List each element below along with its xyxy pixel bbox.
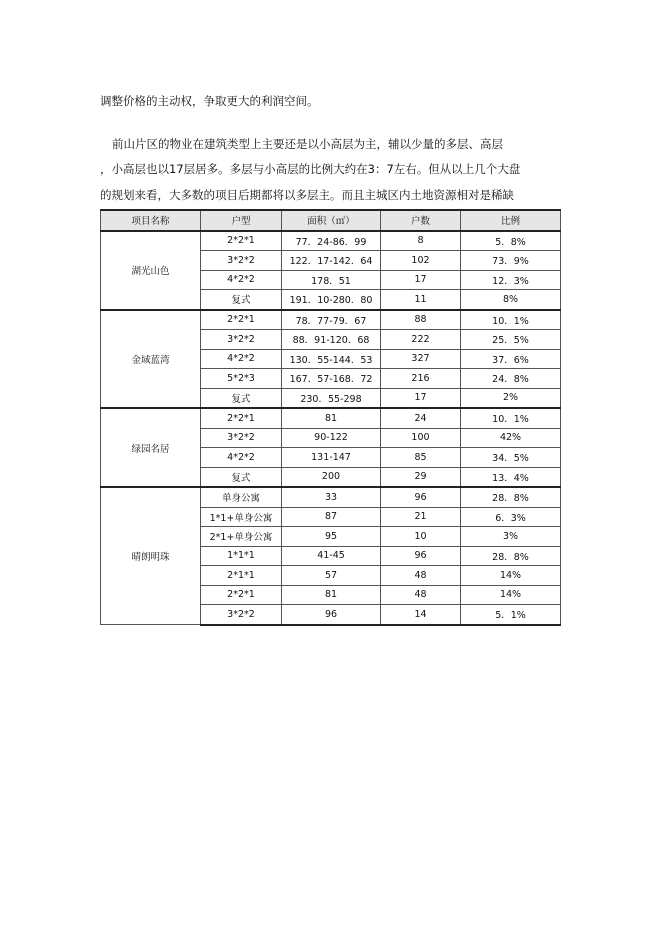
area-cell: 77．24-86．99	[282, 231, 381, 251]
unit-type-cell: 4*2*2	[201, 270, 282, 290]
unit-count-cell: 102	[381, 251, 461, 271]
unit-count-cell: 85	[381, 448, 461, 468]
area-cell: 178．51	[282, 270, 381, 290]
ratio-cell: 73．9%	[461, 251, 561, 271]
unit-count-cell: 10	[381, 527, 461, 547]
header-unit-type: 户型	[201, 210, 282, 231]
header-unit-count: 户数	[381, 210, 461, 231]
ratio-cell: 42%	[461, 428, 561, 448]
unit-type-cell: 1*1+单身公寓	[201, 507, 282, 527]
ratio-cell: 14%	[461, 566, 561, 586]
area-cell: 81	[282, 585, 381, 605]
project-group	[101, 408, 561, 487]
header-area: 面积（㎡）	[282, 210, 381, 231]
unit-count-cell: 88	[381, 310, 461, 330]
unit-count-cell: 96	[381, 546, 461, 566]
header-project-name: 项目名称	[101, 210, 201, 231]
project-group	[101, 487, 561, 625]
area-cell: 167．57-168．72	[282, 369, 381, 389]
unit-type-cell: 2*2*1	[201, 231, 282, 251]
area-cell: 130．55-144．53	[282, 349, 381, 369]
unit-type-cell: 1*1*1	[201, 546, 282, 566]
ratio-cell: 3%	[461, 527, 561, 547]
header-ratio: 比例	[461, 210, 561, 231]
project-group	[101, 310, 561, 409]
unit-type-cell: 3*2*2	[201, 251, 282, 271]
ratio-cell: 2%	[461, 388, 561, 408]
unit-count-cell: 100	[381, 428, 461, 448]
unit-count-cell: 24	[381, 408, 461, 428]
area-cell: 88．91-120．68	[282, 330, 381, 350]
unit-type-cell: 4*2*2	[201, 349, 282, 369]
area-cell: 57	[282, 566, 381, 586]
area-cell: 41-45	[282, 546, 381, 566]
unit-count-cell: 17	[381, 270, 461, 290]
ratio-cell: 10．1%	[461, 310, 561, 330]
unit-mix-table-container	[100, 209, 560, 626]
paragraph-line-1: 调整价格的主动权，争取更大的利润空间。	[100, 94, 319, 108]
area-cell: 90-122	[282, 428, 381, 448]
project-name-cell: 金域蓝湾	[101, 310, 201, 409]
ratio-cell: 25．5%	[461, 330, 561, 350]
unit-type-cell: 2*2*1	[201, 310, 282, 330]
ratio-cell: 6．3%	[461, 507, 561, 527]
unit-type-cell: 5*2*3	[201, 369, 282, 389]
project-name-cell: 晴朗明珠	[101, 487, 201, 625]
unit-type-cell: 2*1+单身公寓	[201, 527, 282, 547]
unit-count-cell: 222	[381, 330, 461, 350]
ratio-cell: 13．4%	[461, 467, 561, 487]
area-cell: 33	[282, 487, 381, 507]
ratio-cell: 5．1%	[461, 605, 561, 625]
unit-count-cell: 216	[381, 369, 461, 389]
area-cell: 122．17-142．64	[282, 251, 381, 271]
unit-mix-table	[100, 209, 561, 626]
unit-type-cell: 2*2*1	[201, 408, 282, 428]
table-row	[101, 408, 561, 428]
unit-count-cell: 14	[381, 605, 461, 625]
unit-count-cell: 21	[381, 507, 461, 527]
unit-type-cell: 单身公寓	[201, 487, 282, 507]
ratio-cell: 8%	[461, 290, 561, 310]
unit-type-cell: 复式	[201, 388, 282, 408]
ratio-cell: 5．8%	[461, 231, 561, 251]
area-cell: 131-147	[282, 448, 381, 468]
project-name-cell: 湖光山色	[101, 231, 201, 310]
paragraph-line-4: 的规划来看，大多数的项目后期都将以多层主。而且主城区内土地资源相对是稀缺	[100, 188, 514, 202]
ratio-cell: 28．8%	[461, 546, 561, 566]
unit-count-cell: 327	[381, 349, 461, 369]
ratio-cell: 34．5%	[461, 448, 561, 468]
table-header-row	[101, 210, 561, 231]
area-cell: 95	[282, 527, 381, 547]
unit-count-cell: 48	[381, 566, 461, 586]
unit-type-cell: 4*2*2	[201, 448, 282, 468]
unit-type-cell: 复式	[201, 290, 282, 310]
table-row	[101, 487, 561, 507]
unit-count-cell: 29	[381, 467, 461, 487]
unit-count-cell: 48	[381, 585, 461, 605]
unit-type-cell: 3*2*2	[201, 330, 282, 350]
area-cell: 78．77-79．67	[282, 310, 381, 330]
area-cell: 96	[282, 605, 381, 625]
table-row	[101, 231, 561, 251]
ratio-cell: 12．3%	[461, 270, 561, 290]
unit-type-cell: 复式	[201, 467, 282, 487]
unit-count-cell: 17	[381, 388, 461, 408]
unit-count-cell: 96	[381, 487, 461, 507]
project-name-cell: 绿园名居	[101, 408, 201, 487]
project-group	[101, 231, 561, 310]
area-cell: 81	[282, 408, 381, 428]
unit-type-cell: 2*1*1	[201, 566, 282, 586]
paragraph-line-3: ，小高层也以17层居多。多层与小高层的比例大约在3：7左右。但从以上几个大盘	[100, 162, 521, 176]
ratio-cell: 37．6%	[461, 349, 561, 369]
unit-type-cell: 3*2*2	[201, 605, 282, 625]
unit-count-cell: 11	[381, 290, 461, 310]
ratio-cell: 10．1%	[461, 408, 561, 428]
area-cell: 200	[282, 467, 381, 487]
area-cell: 191．10-280．80	[282, 290, 381, 310]
paragraph-line-2: 前山片区的物业在建筑类型上主要还是以小高层为主，辅以少量的多层、高层	[112, 137, 503, 151]
area-cell: 230．55-298	[282, 388, 381, 408]
ratio-cell: 24．8%	[461, 369, 561, 389]
unit-count-cell: 8	[381, 231, 461, 251]
table-row	[101, 310, 561, 330]
ratio-cell: 28．8%	[461, 487, 561, 507]
unit-type-cell: 2*2*1	[201, 585, 282, 605]
area-cell: 87	[282, 507, 381, 527]
unit-type-cell: 3*2*2	[201, 428, 282, 448]
ratio-cell: 14%	[461, 585, 561, 605]
